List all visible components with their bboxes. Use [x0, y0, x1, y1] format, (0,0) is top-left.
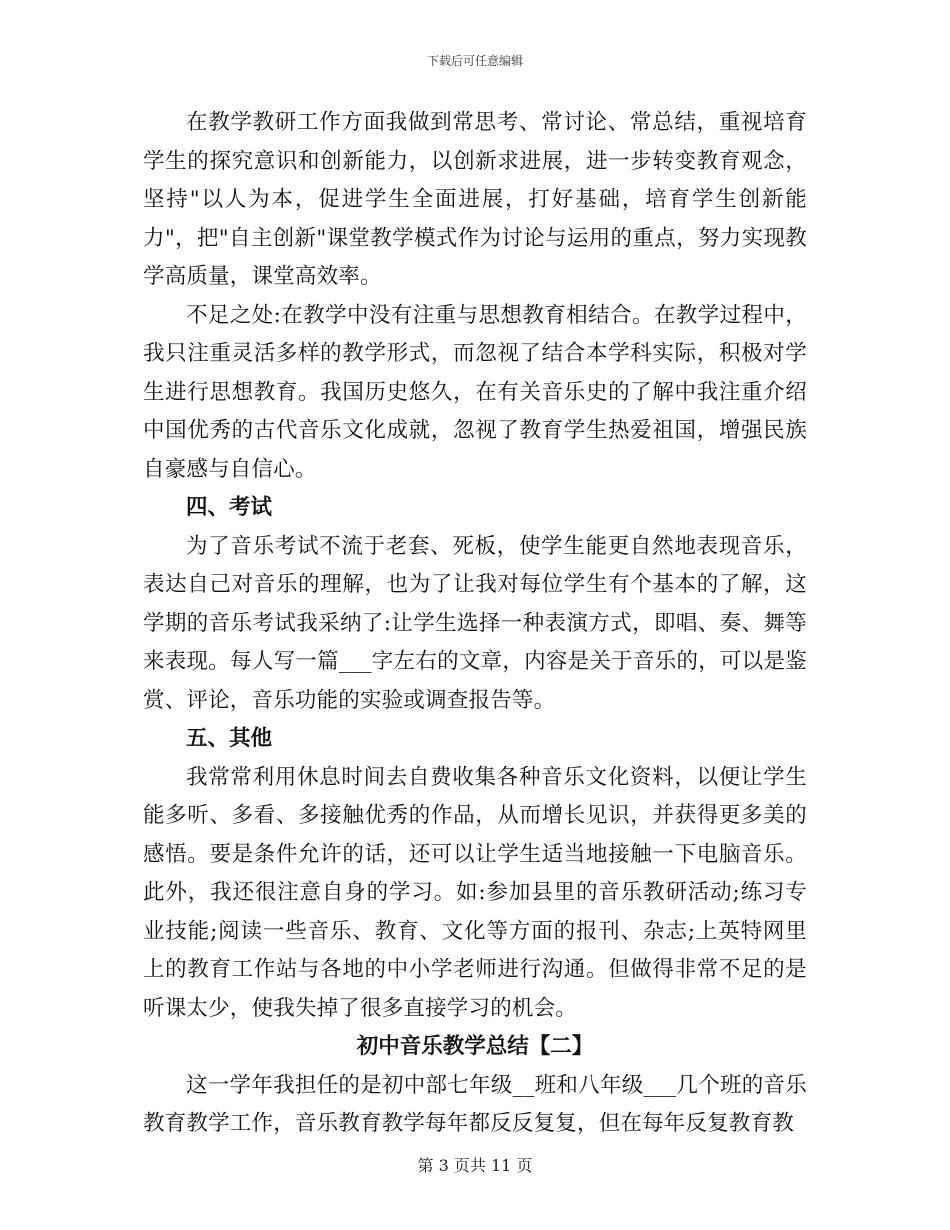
section-title-summary-two: 初中音乐教学总结【二】 — [356, 1034, 594, 1059]
section-heading-exam: 四、考试 — [186, 495, 273, 520]
page-header: 下载后可任意编辑 — [426, 54, 523, 68]
paragraph-other: 我常常利用休息时间去自费收集各种音乐文化资料，以便让学生能多听、多看、多接触优秀的作品，从而增长见识，并获得更多美的感悟。要是条件允许的话，还可以让学生适当地接触一下电脑音乐。此外，我还很注意自身的学习。如:参加县里的音乐教研活动;练习专业技能;阅读一些音乐、教育、文化等方面的报刊、杂志;上英特网里上的教育工作站与各地的中小学老师进行沟通。但做得非常不足的是听课太少，使我失掉了很多直接学习的机会。 — [143, 764, 807, 1021]
paragraph-shortcomings: 不足之处:在教学中没有注重与思想教育相结合。在教学过程中，我只注重灵活多样的教学形式，而忽视了结合本学科实际，积极对学生进行思想教育。我国历史悠久，在有关音乐史的了解中我注重介绍中国优秀的古代音乐文化成就，忽视了教育学生热爱祖国，增强民族自豪感与自信心。 — [143, 302, 807, 482]
section-heading-other: 五、其他 — [186, 726, 273, 751]
page-number: 第 3 页共 11 页 — [417, 1156, 533, 1175]
paragraph-teaching-research: 在教学教研工作方面我做到常思考、常讨论、常总结，重视培育学生的探究意识和创新能力，以创新求进展，进一步转变教育观念，坚持"以人为本，促进学生全面进展，打好基础，培育学生创新能力"，把"自主创新"课堂教学模式作为讨论与运用的重点，努力实现教学高质量，课堂高效率。 — [143, 110, 807, 289]
paragraph-summary-two-intro: 这一学年我担任的是初中部七年级__班和八年级___几个班的音乐教育教学工作，音乐教育教学每年都反反复复，但在每年反复教育教 — [143, 1072, 807, 1136]
document-body — [143, 104, 807, 1144]
paragraph-exam: 为了音乐考试不流于老套、死板，使学生能更自然地表现音乐，表达自己对音乐的理解，也为了让我对每位学生有个基本的了解，这学期的音乐考试我采纳了:让学生选择一种表演方式，即唱、奏、舞等来表现。每人写一篇___字左右的文章，内容是关于音乐的，可以是鉴赏、评论，音乐功能的实验或调查报告等。 — [143, 533, 807, 713]
